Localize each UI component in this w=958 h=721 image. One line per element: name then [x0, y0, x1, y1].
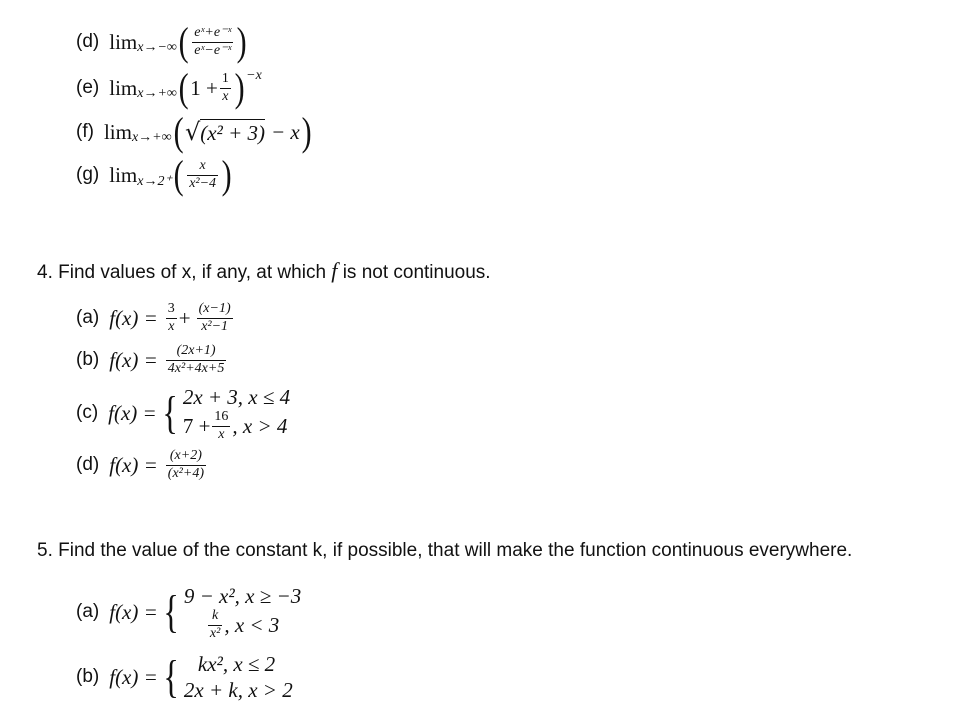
function-name: f(x) =	[109, 452, 158, 477]
title-text-end: is not continuous.	[337, 262, 491, 283]
left-paren: (	[178, 65, 189, 110]
question-4-title	[37, 258, 491, 284]
fraction	[192, 26, 233, 58]
right-paren: )	[237, 19, 248, 64]
case-2	[183, 410, 290, 442]
item-label: (c)	[76, 402, 99, 424]
left-paren: (	[178, 19, 189, 64]
denominator: 4x²+4x+5	[167, 360, 225, 376]
exponent: −x	[246, 68, 262, 83]
denominator: x²−1	[201, 318, 229, 334]
lim-subscript: x→−∞	[137, 40, 177, 55]
fraction-1	[166, 302, 177, 334]
item-label: (b)	[76, 666, 100, 688]
lim-subscript: x→+∞	[137, 86, 177, 101]
numerator: eˣ+e⁻ˣ	[194, 24, 232, 40]
denominator: eˣ−e⁻ˣ	[194, 42, 232, 58]
item-label: (e)	[76, 77, 100, 98]
one-plus: 1 +	[190, 75, 218, 100]
limit-item-f	[76, 109, 313, 154]
function-name: f(x) =	[109, 599, 158, 624]
plus-sign: +	[178, 305, 191, 330]
function-name: f(x) =	[109, 347, 158, 372]
radicand: (x² + 3)	[200, 120, 266, 145]
item-label: (a)	[76, 601, 100, 623]
case-1: 2x + 3, x ≤ 4	[182, 385, 291, 409]
denominator: (x²+4)	[167, 465, 204, 481]
numerator: k	[211, 608, 219, 624]
left-brace: {	[163, 586, 179, 638]
item-label: (d)	[76, 31, 100, 52]
q4-item-c	[76, 384, 290, 443]
lim-operator: lim	[109, 29, 138, 54]
piecewise-cases	[184, 651, 293, 704]
fraction-2	[197, 302, 233, 334]
numerator: 1	[221, 70, 229, 86]
numerator: (x−1)	[198, 301, 231, 316]
right-paren: )	[234, 65, 245, 110]
case-2-condition: , x < 3	[224, 613, 280, 638]
q4-item-d	[76, 449, 208, 481]
limit-item-g	[76, 152, 233, 197]
case-1: 9 − x², x ≥ −3	[183, 584, 302, 608]
left-brace: {	[163, 651, 179, 703]
item-label: (b)	[76, 349, 100, 371]
fraction	[187, 159, 218, 191]
limit-item-d	[76, 19, 249, 64]
lim-subscript: x→2⁺	[137, 173, 172, 189]
case-2	[184, 609, 301, 641]
item-label: (a)	[76, 307, 100, 329]
item-label: (g)	[76, 164, 100, 185]
case-2: 2x + k, x > 2	[183, 678, 293, 703]
fraction	[208, 609, 222, 641]
lim-operator: lim	[103, 119, 132, 144]
fraction	[166, 449, 206, 481]
numerator: (x+2)	[169, 448, 202, 463]
numerator: 16	[214, 409, 229, 425]
denominator: x²	[209, 625, 221, 641]
denominator: x	[218, 426, 225, 442]
case-2-condition: , x > 4	[232, 414, 288, 439]
item-label: (f)	[76, 121, 94, 142]
q4-item-b	[76, 344, 228, 376]
minus-x: − x	[271, 119, 300, 144]
case-1: kx², x ≤ 2	[197, 652, 276, 676]
q5-item-a	[76, 583, 301, 642]
right-paren: )	[301, 109, 312, 154]
numerator: (2x+1)	[176, 343, 216, 358]
q4-item-a	[76, 302, 235, 334]
title-text: 4. Find values of x, if any, at which	[37, 262, 332, 283]
denominator: x	[222, 88, 229, 104]
fraction	[220, 72, 231, 104]
function-name: f(x) =	[109, 305, 158, 330]
left-brace: {	[162, 387, 178, 439]
numerator: 3	[167, 301, 175, 316]
question-5-title: 5. Find the value of the constant k, if possible, that will make the function continuous everywhere.	[37, 540, 853, 561]
function-name: f(x) =	[109, 664, 158, 689]
piecewise-cases	[184, 583, 301, 642]
lim-operator: lim	[109, 162, 138, 187]
item-label: (d)	[76, 454, 100, 476]
title-f: f	[331, 258, 338, 283]
denominator: x	[168, 318, 175, 334]
denominator: x²−4	[189, 175, 217, 191]
q5-item-b	[76, 651, 293, 704]
fraction	[212, 410, 230, 442]
sqrt-symbol: √	[184, 118, 201, 146]
lim-operator: lim	[109, 75, 138, 100]
fraction	[166, 344, 227, 376]
left-paren: (	[173, 109, 184, 154]
case-2-prefix: 7 +	[182, 414, 211, 439]
left-paren: (	[173, 152, 184, 197]
lim-subscript: x→+∞	[131, 130, 172, 145]
function-name: f(x) =	[108, 400, 157, 425]
piecewise-cases	[183, 384, 290, 443]
limit-item-e	[76, 65, 262, 110]
numerator: x	[199, 157, 206, 173]
right-paren: )	[221, 152, 232, 197]
